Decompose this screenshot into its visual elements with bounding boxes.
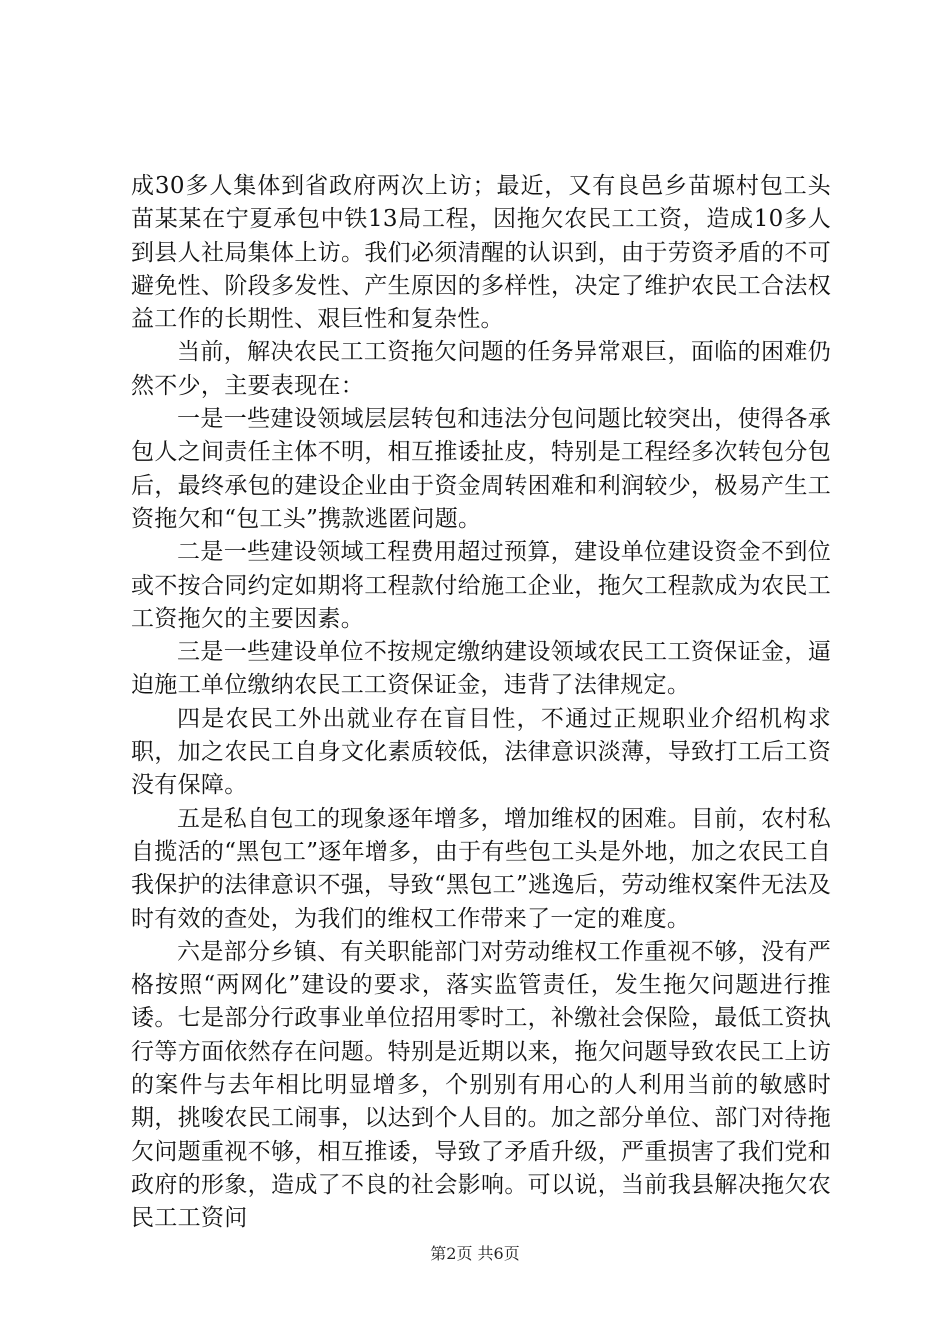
paragraph-2: 当前，解决农民工工资拖欠问题的任务异常艰巨，面临的困难仍然不少，主要表现在： bbox=[131, 339, 831, 399]
paragraph-6: 四是农民工外出就业存在盲目性，不通过正规职业介绍机构求职，加之农民工自身文化素质较低，法律意识淡薄，导致打工后工资没有保障。 bbox=[131, 705, 831, 799]
paragraph-4: 二是一些建设领域工程费用超过预算，建设单位建设资金不到位或不按合同约定如期将工程款付给施工企业，拖欠工程款成为农民工工资拖欠的主要因素。 bbox=[131, 539, 831, 632]
paragraph-1: 成30多人集体到省政府两次上访；最近，又有良邑乡苗塬村包工头苗某某在宁夏承包中铁13局工程，因拖欠农民工工资，造成10多人到县人社局集体上访。我们必须清醒的认识到，由于劳资矛盾的不可避免性、阶段多发性、产生原因的多样性，决定了维护农民工合法权益工作的长期性、艰巨性和复杂性。 bbox=[131, 173, 831, 333]
paragraph-7: 五是私自包工的现象逐年增多，增加维权的困难。目前，农村私自揽活的“黑包工”逐年增多，由于有些包工头是外地，加之农民工自我保护的法律意识不强，导致“黑包工”逃逸后，劳动维权案件无法及时有效的查处，为我们的维权工作带来了一定的难度。 bbox=[131, 805, 831, 932]
paragraph-8: 六是部分乡镇、有关职能部门对劳动维权工作重视不够，没有严格按照“两网化”建设的要求，落实监管责任，发生拖欠问题进行推诿。七是部分行政事业单位招用零时工，补缴社会保险，最低工资执行等方面依然存在问题。特别是近期以来，拖欠问题导致农民工上访的案件与去年相比明显增多，个别别有用心的人利用当前的敏感时期，挑唆农民工闹事，以达到个人目的。加之部分单位、部门对待拖欠问题重视不够，相互推诿，导致了矛盾升级，严重损害了我们党和政府的形象，造成了不良的社会影响。可以说，当前我县解决拖欠农民工工资问 bbox=[131, 938, 831, 1232]
document-body bbox=[131, 170, 831, 1236]
paragraph-3: 一是一些建设领域层层转包和违法分包问题比较突出，使得各承包人之间责任主体不明，相互推诿扯皮，特别是工程经多次转包分包后，最终承包的建设企业由于资金周转困难和利润较少，极易产生工资拖欠和“包工头”携款逃匿问题。 bbox=[131, 406, 831, 532]
paragraph-5: 三是一些建设单位不按规定缴纳建设领域农民工工资保证金，逼迫施工单位缴纳农民工工资保证金，违背了法律规定。 bbox=[131, 639, 831, 699]
page-number-footer: 第2页 共6页 bbox=[430, 1244, 520, 1263]
